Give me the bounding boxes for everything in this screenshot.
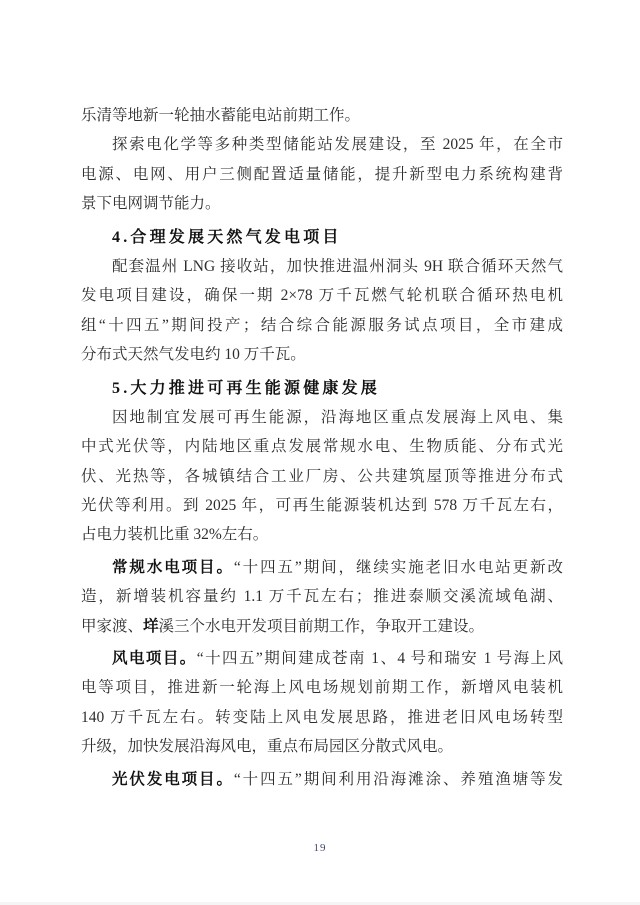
body-text: 乐清等地新一轮抽水蓄能电站前期工作。 (81, 107, 361, 124)
text-line (81, 101, 563, 130)
body-text: 140 万千瓦左右。转变陆上风电发展思路，推进老旧风电场转型 (81, 708, 563, 726)
para-natural-gas (81, 252, 563, 370)
para-conventional-hydro (81, 553, 563, 641)
body-text: 景下电网调节能力。 (81, 195, 221, 213)
text-line (81, 765, 563, 794)
text-line (81, 703, 563, 732)
body-text: 升级，加快发展沿海风电，重点布局园区分散式风电。 (81, 738, 454, 756)
page-number: 19 (313, 842, 327, 854)
body-text: 光伏等利用。到 2025 年，可再生能源装机达到 578 万千瓦左右， (81, 497, 563, 515)
text-line (81, 160, 563, 189)
body-text: 分布式天然气发电约 10 万千瓦。 (81, 346, 306, 364)
bold-text: 垟 (143, 617, 159, 635)
text-line (81, 462, 563, 491)
body-text: “十四五”期间建成苍南 1、4 号和瑞安 1 号海上风 (196, 650, 563, 668)
text-line (81, 582, 563, 611)
section-heading-4: 4.合理发展天然气发电项目 (112, 228, 342, 246)
text-line (81, 311, 563, 340)
body-text: 溪三个水电开发项目前期工作，争取开工建设。 (158, 617, 485, 635)
body-text: 甲家渡、 (81, 617, 144, 635)
para-renewables-overview (81, 403, 563, 550)
body-text: “十四五”期间利用沿海滩涂、养殖渔塘等发 (233, 770, 563, 788)
para-wind-power (81, 644, 563, 762)
text-line (81, 520, 563, 549)
bold-text: 常规水电项目。 (112, 558, 234, 576)
section-heading-5: 5.大力推进可再生能源健康发展 (112, 379, 381, 397)
document-body (81, 101, 563, 794)
body-text: 电源、电网、用户三侧配置适量储能，提升新型电力系统构建背 (81, 165, 563, 183)
body-text: 电等项目，推进新一轮海上风电场规划前期工作，新增风电装机 (81, 679, 563, 697)
bold-text: 风电项目。 (112, 650, 197, 668)
para-energy-storage (81, 130, 563, 218)
text-line (81, 732, 563, 761)
text-line (81, 553, 563, 582)
body-text: 探索电化学等多种类型储能站发展建设，至 2025 年，在全市 (112, 136, 563, 154)
para-pumped-storage-continuation (81, 101, 563, 130)
bold-text: 光伏发电项目。 (112, 770, 234, 788)
text-line (81, 281, 563, 310)
body-text: 中式光伏等，内陆地区重点发展常规水电、生物质能、分布式光 (81, 438, 563, 456)
body-text: 伏、光热等，各城镇结合工业厂房、公共建筑屋顶等推进分布式 (81, 467, 563, 485)
text-line (81, 491, 563, 520)
body-text: 占电力装机比重 32%左右。 (81, 526, 269, 544)
text-line (81, 403, 563, 432)
body-text: 因地制宜发展可再生能源，沿海地区重点发展海上风电、集 (112, 408, 563, 426)
body-text: 配套温州 LNG 接收站，加快推进温州洞头 9H 联合循环天然气 (112, 257, 563, 275)
text-line (81, 673, 563, 702)
text-line (81, 644, 563, 673)
text-line (81, 432, 563, 461)
body-text: 组“十四五”期间投产；结合综合能源服务试点项目，全市建成 (81, 316, 563, 334)
para-solar-power (81, 765, 563, 794)
body-text: 造，新增装机容量约 1.1 万千瓦左右；推进泰顺交溪流域龟湖、 (81, 588, 563, 606)
text-line (81, 252, 563, 281)
body-text: 发电项目建设，确保一期 2×78 万千瓦燃气轮机联合循环热电机 (81, 287, 563, 305)
text-line (81, 130, 563, 159)
body-text: “十四五”期间，继续实施老旧水电站更新改 (233, 558, 563, 576)
text-line (81, 189, 563, 218)
text-line (81, 612, 563, 641)
page-footer (0, 838, 640, 856)
text-line (81, 340, 563, 369)
